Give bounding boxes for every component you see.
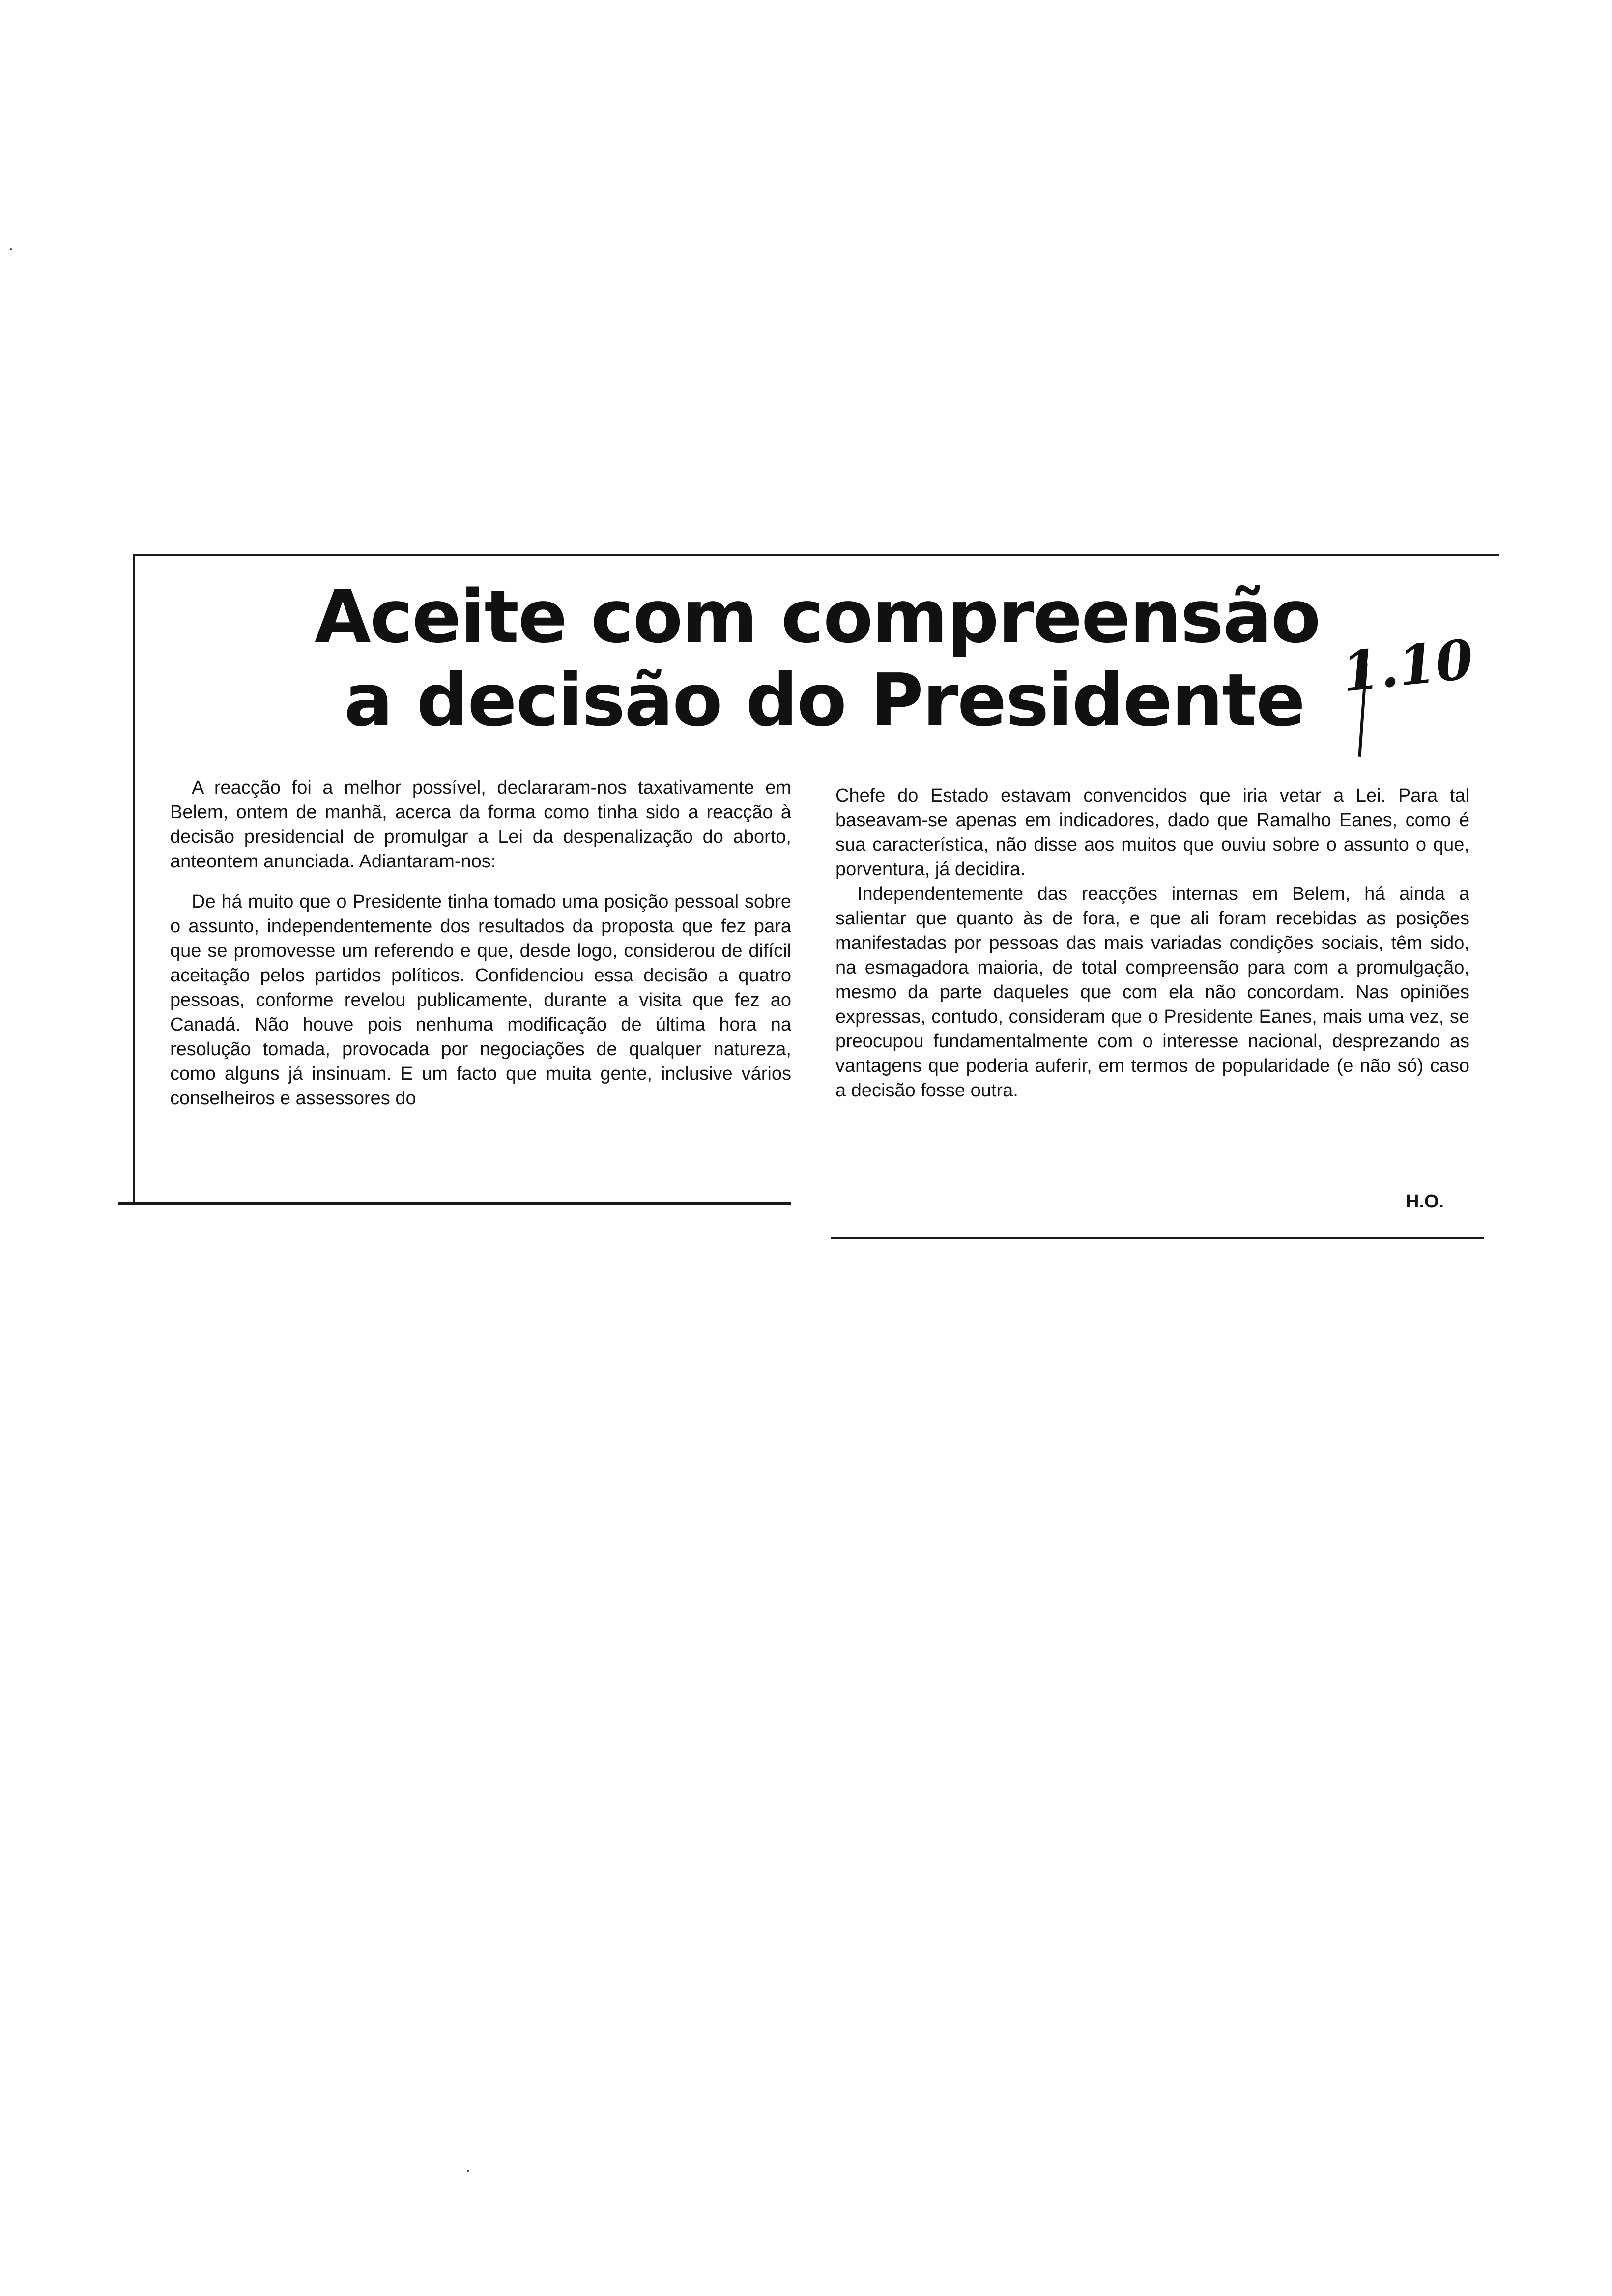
article-paragraph: De há muito que o Presidente tinha tomado uma posição pessoal sobre o assunto, independentemente dos resultados da proposta que fez para que se promovesse um referendo e que, desde logo, considerou de difícil aceitação pelos partidos políticos. Confidenciou essa decisão a quatro pessoas, conforme revelou publicamente, durante a visita que fez ao Canadá. Não houve pois nenhuma modificação de última hora na resolução tomada, provocada por negociações de qualquer natureza, como alguns já insinuam. E um facto que muita gente, inclusive vários conselheiros e assessores do (170, 891, 791, 1109)
article-paragraph: Independentemente das reacções internas em Belem, há ainda a salientar que quanto às de fora, e que ali foram recebidas as posições manifestadas por pessoas das mais variadas condições sociais, têm sido, na esmagadora maioria, de total compreensão para com a promulgação, mesmo da parte daqueles que com ela não concordam. Nas opiniões expressas, contudo, consideram que o Presidente Eanes, mais uma vez, se preocupou fundamentalmente com o interesse nacional, desprezando as vantagens que poderia auferir, em termos de popularidade (e não só) caso a decisão fosse outra. (835, 884, 1469, 1101)
scan-speck (10, 248, 12, 250)
handwritten-annotation: 1.10 (1338, 627, 1476, 704)
author-signature: H.O. (1406, 1191, 1444, 1212)
article-column-left (170, 775, 791, 1111)
article-paragraph: A reacção foi a melhor possível, declararam-nos taxativamente em Belem, ontem de manhã, acerca da forma como tinha sido a reacção à decisão presidencial de promulgar a Lei da despenalização do aborto, anteontem anunciada. Adiantaram-nos: (170, 777, 791, 872)
headline-line-2: a decisão do Presidente (344, 658, 1304, 743)
clipping-left-rule (133, 554, 135, 1203)
clipping-bottom-rule-right (831, 1237, 1484, 1239)
clipping-top-rule (133, 554, 1499, 556)
article-paragraph: Chefe do Estado estavam convencidos que iria vetar a Lei. Para tal baseavam-se apenas em indicadores, dado que Ramalho Eanes, como é sua característica, não disse aos muitos que ouviu sobre o assunto o que, porventura, já decidira. (835, 785, 1469, 880)
clipping-bottom-rule (118, 1202, 791, 1205)
scan-speck (467, 2170, 469, 2172)
headline-line-1: Aceite com compreensão (315, 574, 1320, 659)
article-column-right (835, 783, 1469, 1103)
